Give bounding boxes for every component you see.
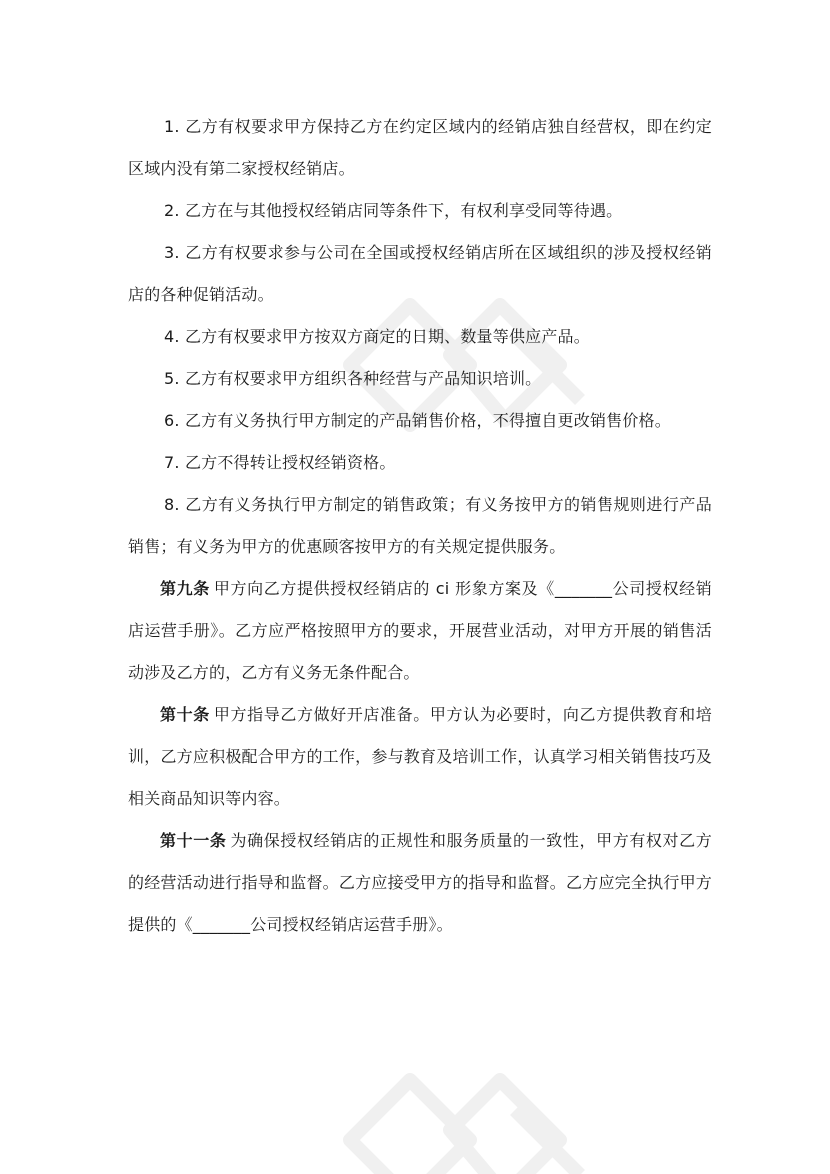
article-text: 甲方向乙方提供授权经销店的 ci 形象方案及《_______公司授权经销店运营手册》。乙方应严格按照甲方的要求，开展营业活动，对甲方开展的销售活动涉及乙方的，乙方有义务无条件配合。: [128, 579, 712, 682]
clause-text: 2. 乙方在与其他授权经销店同等条件下，有权利享受同等待遇。: [164, 201, 623, 220]
clause-paragraph: [128, 484, 712, 568]
watermark-logo-icon: [330, 1040, 610, 1174]
clause-paragraph: [128, 442, 712, 484]
clause-text: 4. 乙方有权要求甲方按双方商定的日期、数量等供应产品。: [164, 327, 590, 346]
clause-paragraph: [128, 316, 712, 358]
clause-text: 5. 乙方有权要求甲方组织各种经营与产品知识培训。: [164, 369, 542, 388]
article-paragraph: [128, 568, 712, 694]
article-paragraph: [128, 694, 712, 820]
clause-paragraph: [128, 358, 712, 400]
clause-paragraph: [128, 190, 712, 232]
article-text: 甲方指导乙方做好开店准备。甲方认为必要时，向乙方提供教育和培训，乙方应积极配合甲方的工作，参与教育及培训工作，认真学习相关销售技巧及相关商品知识等内容。: [128, 705, 712, 808]
clause-text: 6. 乙方有义务执行甲方制定的产品销售价格，不得擅自更改销售价格。: [164, 411, 671, 430]
article-text: 为确保授权经销店的正规性和服务质量的一致性，甲方有权对乙方的经营活动进行指导和监督。乙方应接受甲方的指导和监督。乙方应完全执行甲方提供的《_______公司授权经销店运营手册》。: [128, 831, 712, 934]
clause-text: 8. 乙方有义务执行甲方制定的销售政策；有义务按甲方的销售规则进行产品销售；有义务为甲方的优惠顾客按甲方的有关规定提供服务。: [128, 495, 712, 556]
article-paragraph: [128, 820, 712, 946]
clause-paragraph: [128, 400, 712, 442]
article-heading: 第十条: [160, 705, 210, 724]
clause-paragraph: [128, 106, 712, 190]
clause-text: 1. 乙方有权要求甲方保持乙方在约定区域内的经销店独自经营权，即在约定区域内没有第二家授权经销店。: [128, 117, 712, 178]
article-heading: 第十一条: [160, 831, 227, 850]
article-heading: 第九条: [160, 579, 210, 598]
clause-paragraph: [128, 232, 712, 316]
document-body: [128, 106, 712, 946]
clause-text: 3. 乙方有权要求参与公司在全国或授权经销店所在区域组织的涉及授权经销店的各种促销活动。: [128, 243, 712, 304]
clause-text: 7. 乙方不得转让授权经销资格。: [164, 453, 396, 472]
